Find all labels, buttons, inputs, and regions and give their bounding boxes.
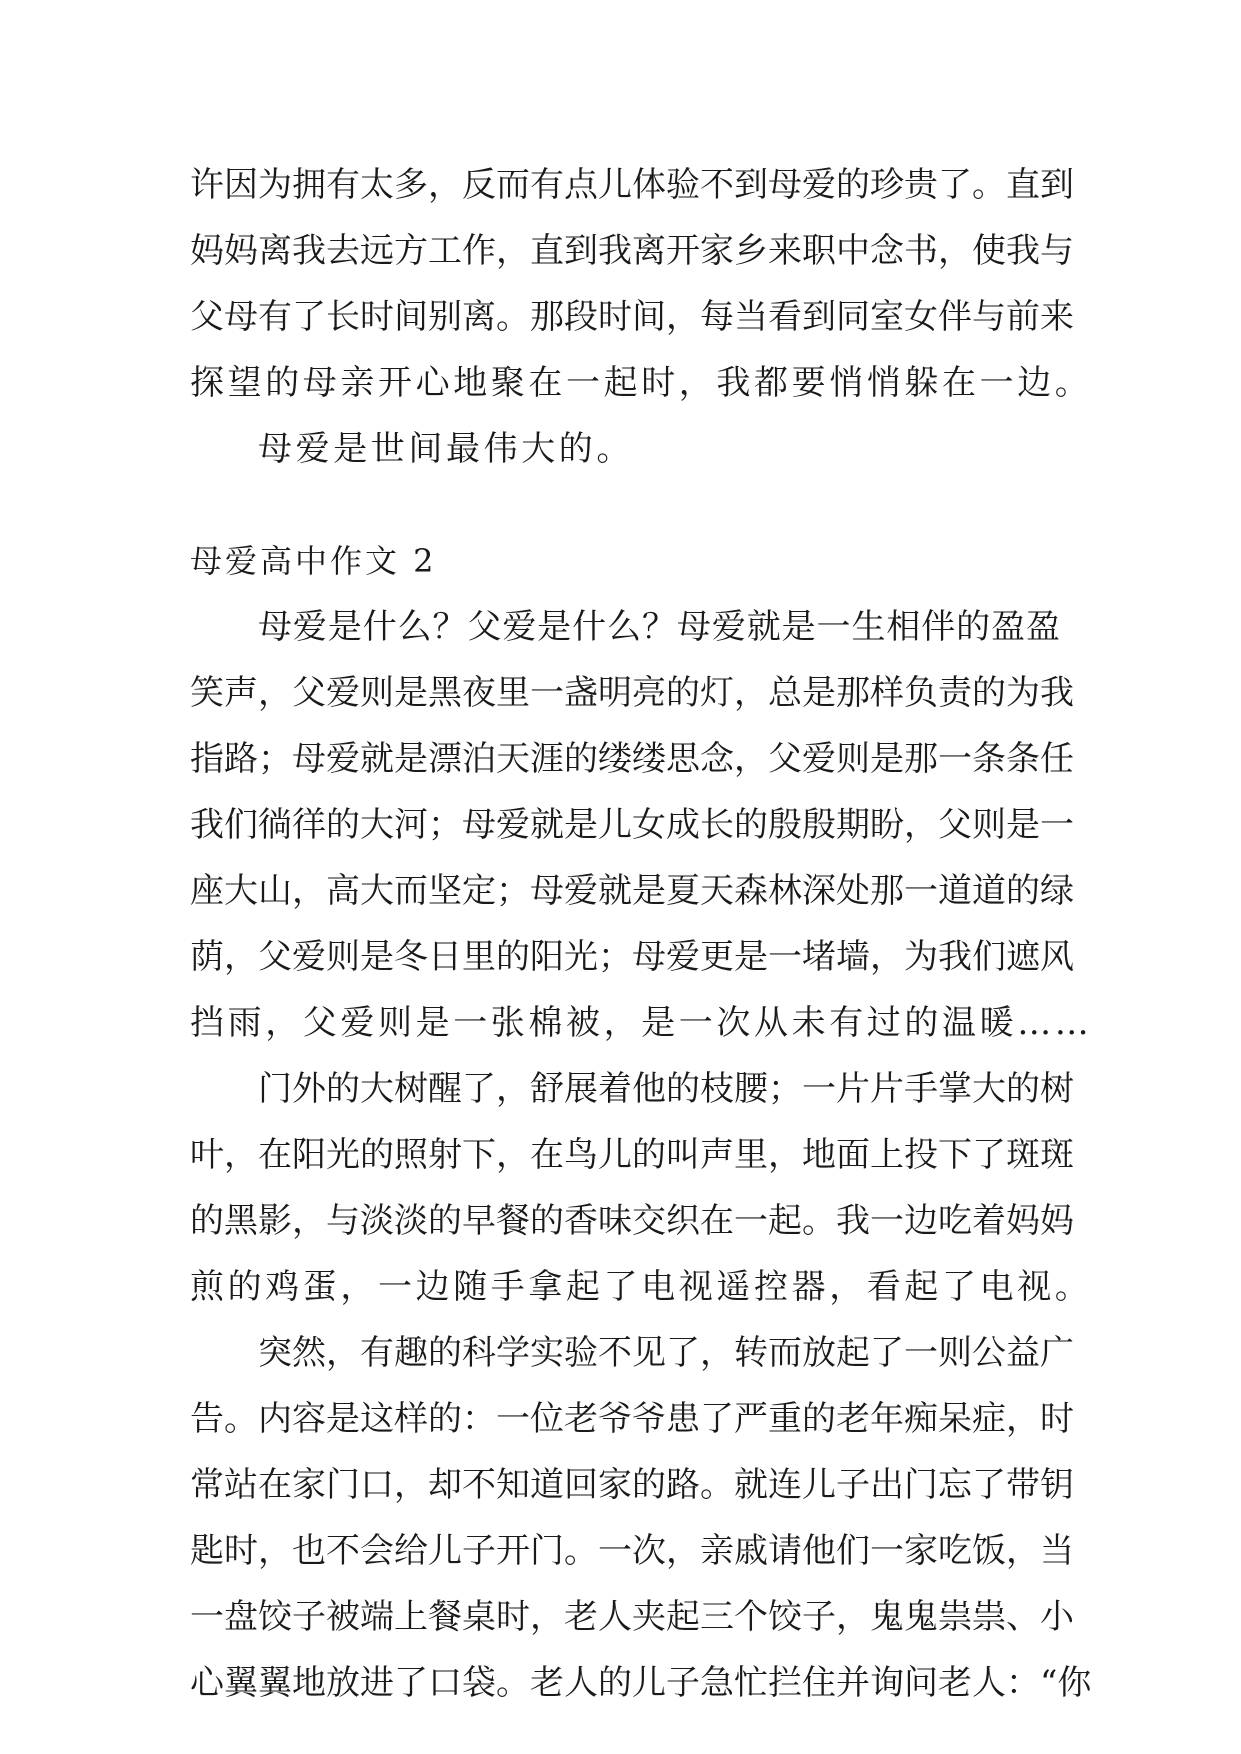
- paragraph-line: 门外的大树醒了，舒展着他的枝腰；一片片手掌大的树: [258, 1069, 1074, 1109]
- paragraph-line: 突然，有趣的科学实验不见了，转而放起了一则公益广: [258, 1333, 1074, 1373]
- text-line: 父母有了长时间别离。那段时间，每当看到同室女伴与前来: [190, 297, 1074, 337]
- essay-title: 母爱高中作文 2: [190, 542, 437, 580]
- text-line: 妈妈离我去远方工作，直到我离开家乡来职中念书，使我与: [190, 231, 1074, 271]
- paragraph-line: 一盘饺子被端上餐桌时，老人夹起三个饺子，鬼鬼祟祟、小: [190, 1597, 1074, 1637]
- paragraph-line: 荫，父爱则是冬日里的阳光；母爱更是一堵墙，为我们遮风: [190, 937, 1074, 977]
- paragraph-line: 心翼翼地放进了口袋。老人的儿子急忙拦住并询问老人：“你: [190, 1663, 1092, 1703]
- paragraph-line: 挡雨，父爱则是一张棉被，是一次从未有过的温暖……: [190, 1003, 1093, 1043]
- text-line: 探望的母亲开心地聚在一起时，我都要悄悄躲在一边。: [190, 363, 1093, 403]
- paragraph-line: 常站在家门口，却不知道回家的路。就连儿子出门忘了带钥: [190, 1465, 1074, 1505]
- paragraph-line: 我们徜徉的大河；母爱就是儿女成长的殷殷期盼，父则是一: [190, 805, 1074, 845]
- paragraph-line: 煎的鸡蛋，一边随手拿起了电视遥控器，看起了电视。: [190, 1267, 1093, 1307]
- paragraph-line: 笑声，父爱则是黑夜里一盏明亮的灯，总是那样负责的为我: [190, 673, 1074, 713]
- paragraph-line: 叶，在阳光的照射下，在鸟儿的叫声里，地面上投下了斑斑: [190, 1135, 1074, 1175]
- paragraph-line: 母爱是什么？父爱是什么？母爱就是一生相伴的盈盈: [258, 607, 1060, 647]
- paragraph-line: 指路；母爱就是漂泊天涯的缕缕思念，父爱则是那一条条任: [190, 739, 1074, 779]
- paragraph-line: 的黑影，与淡淡的早餐的香味交织在一起。我一边吃着妈妈: [190, 1201, 1074, 1241]
- text-line: 许因为拥有太多，反而有点儿体验不到母爱的珍贵了。直到: [190, 165, 1074, 205]
- paragraph-line: 匙时，也不会给儿子开门。一次，亲戚请他们一家吃饭，当: [190, 1531, 1074, 1571]
- paragraph-line: 座大山，高大而坚定；母爱就是夏天森林深处那一道道的绿: [190, 871, 1074, 911]
- closing-sentence: 母爱是世间最伟大的。: [258, 429, 634, 469]
- paragraph-line: 告。内容是这样的：一位老爷爷患了严重的老年痴呆症，时: [190, 1399, 1074, 1439]
